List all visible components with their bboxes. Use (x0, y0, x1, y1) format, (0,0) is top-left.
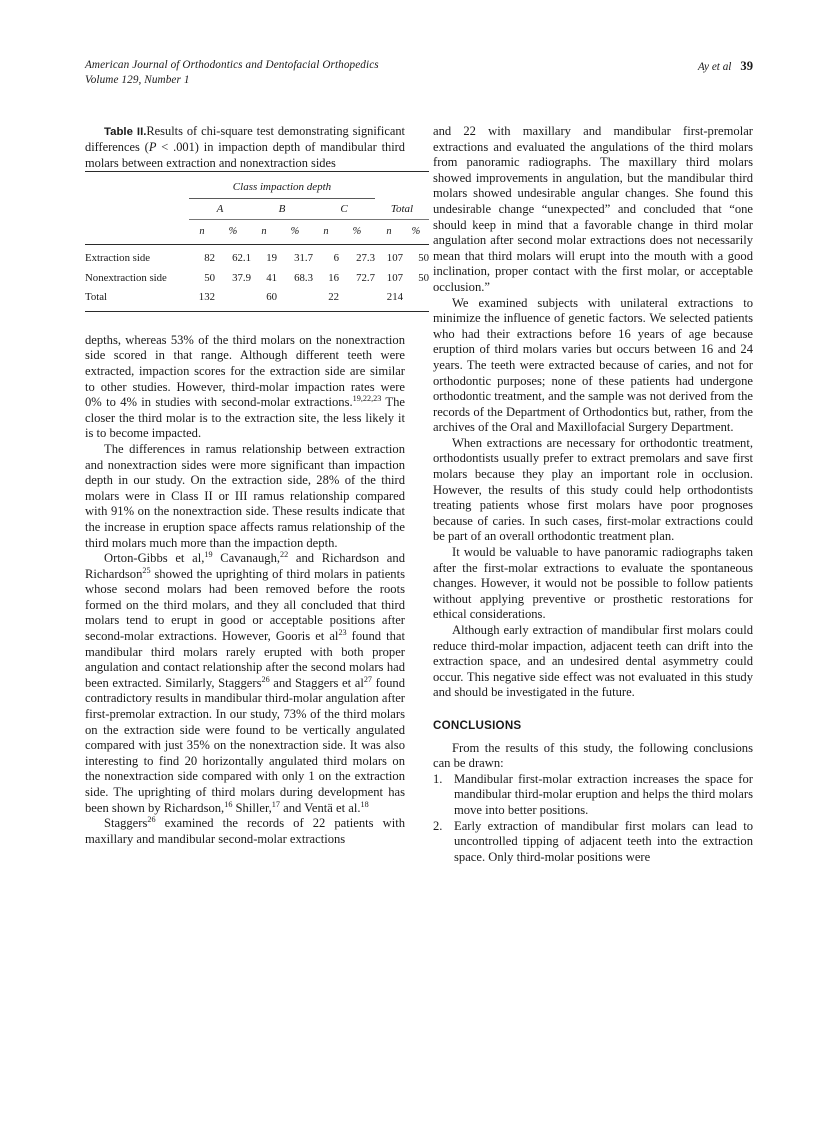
section-heading-conclusions: CONCLUSIONS (433, 718, 522, 732)
cell: 107 (386, 271, 403, 284)
paragraph: Orton-Gibbs et al,$^{19}$ Cavanaugh,$^{22}$ and Richardson and Richardson$^{25}$ showed the uprighting of third molars in patients whose second molars had been removed before the roots formed on the third molars, and they all concluded that third molars tend to erupt in good or acceptable positions after second-molar extractions. However, Gooris et $al^{23}$ found that mandibular third molars rarely erupted with both proper angulation and contact relationship after the second molars had been extracted. Similarly, Staggers$^{26}$ and Staggers et $al^{27}$ found contradictory results in mandibular third-molar angulation after first-premolar extraction. In our study, 73% of the third molars on the extraction side were found to be vertically angulated compared with just 35% on the nonextraction side. It was also interesting to find 20 horizontally angulated third molars on the nonextraction side compared with only 1 on the extraction side. The uprighting of third molars during development has been shown by Richardson,$^{16}$ Shiller,$^{17}$ and Ventä et al.$^{18}$ (85, 549, 406, 815)
table-2 (85, 171, 429, 316)
cell (403, 288, 429, 308)
table-label: Table II. (104, 126, 147, 138)
page-number: 39 (740, 59, 753, 73)
cell: 107 (386, 252, 403, 264)
cell: 37.9 (232, 271, 251, 284)
cell: 214 (386, 291, 403, 304)
class-header-total: Total (375, 198, 429, 220)
paragraph: We examined subjects with unilateral extractions to minimize the influence of genetic factors. We selected patients who had their extractions before 16 years of age because eruption of third molars varies but occurs between 16 and 24 years. The teeth were extracted because of caries, and not for orthodontic purposes; none of these patients had undergone orthodontic treatment, and the sample was not derived from the records of the Department of Orthodontics but, rather, from the archives of the Oral and Maxillofacial Surgery Department. (433, 295, 753, 435)
table-caption (85, 124, 405, 171)
list-item (433, 819, 753, 866)
paragraph: depths, whereas 53% of the third molars on the nonextraction side scored in that range. Although different teeth were extracted, impaction scores for the extraction side are similar to other studies. However, third-molar impaction rates were 0% to 4% in studies with second-molar extractions.$^{19,22,23}$ The closer the third molar is to the extraction site, the less likely it is to become impacted. (85, 332, 405, 441)
unit-header-total-n: n (386, 226, 392, 238)
cell: 19 (266, 252, 277, 264)
cell: 82 (204, 252, 215, 264)
cell: 41 (266, 271, 277, 284)
conclusions-intro: From the results of this study, the following conclusions can be drawn: (433, 740, 753, 771)
table-bottom-rule (85, 311, 429, 316)
class-header-a: A (189, 198, 251, 220)
reference-marker: 22 (280, 549, 289, 559)
cell: 50 (418, 271, 429, 284)
table-unit-header-row (85, 220, 429, 245)
list-item (433, 772, 753, 819)
paragraph: Staggers$^{26}$ examined the records of 22 patients with maxillary and mandibular second-molar extractions (85, 815, 405, 846)
cell (277, 288, 313, 308)
table-2-block (85, 124, 429, 316)
left-column (85, 124, 429, 1084)
cell: 6 (333, 252, 339, 264)
reference-marker: 18 (360, 799, 369, 809)
conclusions-list (433, 772, 753, 866)
cell: 132 (198, 291, 215, 304)
paragraph: When extractions are necessary for orthodontic treatment, orthodontists usually prefer to extract premolars and save first molars because they play an important role in occlusion. However, the results of this study could help orthodontists treating patients whose first molars have poor prognoses because of caries. In such cases, first-molar extractions could be part of an overall orthodontic treatment plan. (433, 435, 753, 544)
table-row (85, 249, 429, 269)
reference-marker: 16 (224, 799, 233, 809)
table-class-header-row (85, 198, 429, 220)
journal-name: American Journal of Orthodontics and Dentofacial Orthopedics (85, 59, 379, 71)
right-column (433, 124, 753, 1084)
list-item-text: Early extraction of mandibular first molars can lead to uncontrolled tipping of adjacent teeth into the extraction space. Only third-molar positions were (454, 818, 753, 864)
running-head-authors: Ay et al (697, 61, 732, 73)
reference-marker: 19,22,23 (352, 393, 382, 403)
journal-title-block (85, 58, 379, 87)
reference-marker: 23 (338, 627, 347, 637)
cell: 72.7 (356, 271, 375, 284)
table-caption-part1: Results of chi-square test demonstrating significant differences ( (85, 124, 405, 155)
group-header-class-impaction-depth: Class impaction depth (189, 176, 375, 198)
left-column-text (85, 333, 405, 848)
class-header-c: C (313, 198, 375, 220)
row-label: Total (85, 291, 108, 304)
list-item-number: 1. (433, 771, 443, 786)
unit-header-c-n: n (323, 226, 329, 238)
reference-marker: 26 (147, 815, 156, 824)
cell (339, 288, 375, 308)
class-header-b: B (251, 198, 313, 220)
running-head-right (698, 58, 753, 74)
cell: 60 (266, 291, 277, 304)
list-item-text: Mandibular first-molar extraction increases the space for mandibular third-molar eruption and helps the third molars move into better positions. (454, 771, 753, 817)
cell: 62.1 (232, 252, 251, 264)
reference-marker: 26 (261, 674, 270, 684)
reference-marker: 19 (204, 549, 213, 559)
cell: 50 (204, 271, 215, 284)
table-row (85, 288, 429, 308)
paragraph: and 22 with maxillary and mandibular first-premolar extractions and evaluated the angulations of the third molars from panoramic radiographs. The maxillary third molars showed improvements in angulation, but the mandibular third molars showed undesirable angular changes. She found this undesirable change “unexpected” and concluded that “one should keep in mind that a favorable change in third molar angulation after second molar extractions does not necessarily mean that third molars will erupt into the mouth with a good inclination, proper contact with the first molar, or acceptable occlusion.” (433, 124, 753, 294)
cell: 50 (418, 252, 429, 264)
unit-header-a-n: n (199, 226, 205, 238)
reference-marker: 17 (271, 799, 280, 809)
cell: 16 (328, 271, 339, 284)
body-columns (85, 124, 753, 1084)
unit-header-b-pct: % (290, 226, 300, 238)
cell: 27.3 (356, 252, 375, 264)
cell: 22 (328, 291, 339, 304)
unit-header-b-n: n (261, 226, 267, 238)
unit-header-c-pct: % (352, 226, 362, 238)
table-caption-part2: < .001) in impaction depth of mandibular third molars between extraction and nonextraction sides (85, 140, 405, 170)
row-label: Extraction side (85, 252, 151, 264)
list-item-number: 2. (433, 818, 443, 833)
paragraph: Although early extraction of mandibular first molars could reduce third-molar impaction, adjacent teeth can drift into the extraction space, and an undesired dental asymmetry could occur. This negative side effect was not evaluated in this study and should be investigated in the future. (433, 623, 753, 700)
paragraph: The differences in ramus relationship between extraction and nonextraction sides were more significant than impaction depth in our study. On the extraction side, 28% of the third molars were in Class II or III ramus relationship compared with 91% on the nonextraction side. These results indicate that the increase in eruption space affects ramus relationship of the third molars much more than the impaction depth. (85, 441, 405, 550)
running-head (85, 58, 753, 87)
unit-header-total-pct: % (411, 226, 421, 238)
paragraph: It would be valuable to have panoramic radiographs taken after the first-molar extractions to evaluate the spontaneous changes. However, it would not be possible to follow patients without applying preventive or prosthetic restorations for ethical considerations. (433, 545, 753, 622)
table-row (85, 269, 429, 289)
table-caption-p-symbol: P (148, 140, 157, 155)
reference-marker: 27 (363, 674, 373, 684)
cell: 68.3 (294, 271, 313, 284)
unit-header-a-pct: % (228, 226, 238, 238)
table-group-header-row (85, 176, 429, 198)
journal-volume-issue: Volume 129, Number 1 (85, 73, 190, 86)
cell (215, 288, 251, 308)
cell: 31.7 (294, 252, 313, 264)
row-label: Nonextraction side (85, 271, 167, 284)
reference-marker: 25 (142, 565, 151, 575)
